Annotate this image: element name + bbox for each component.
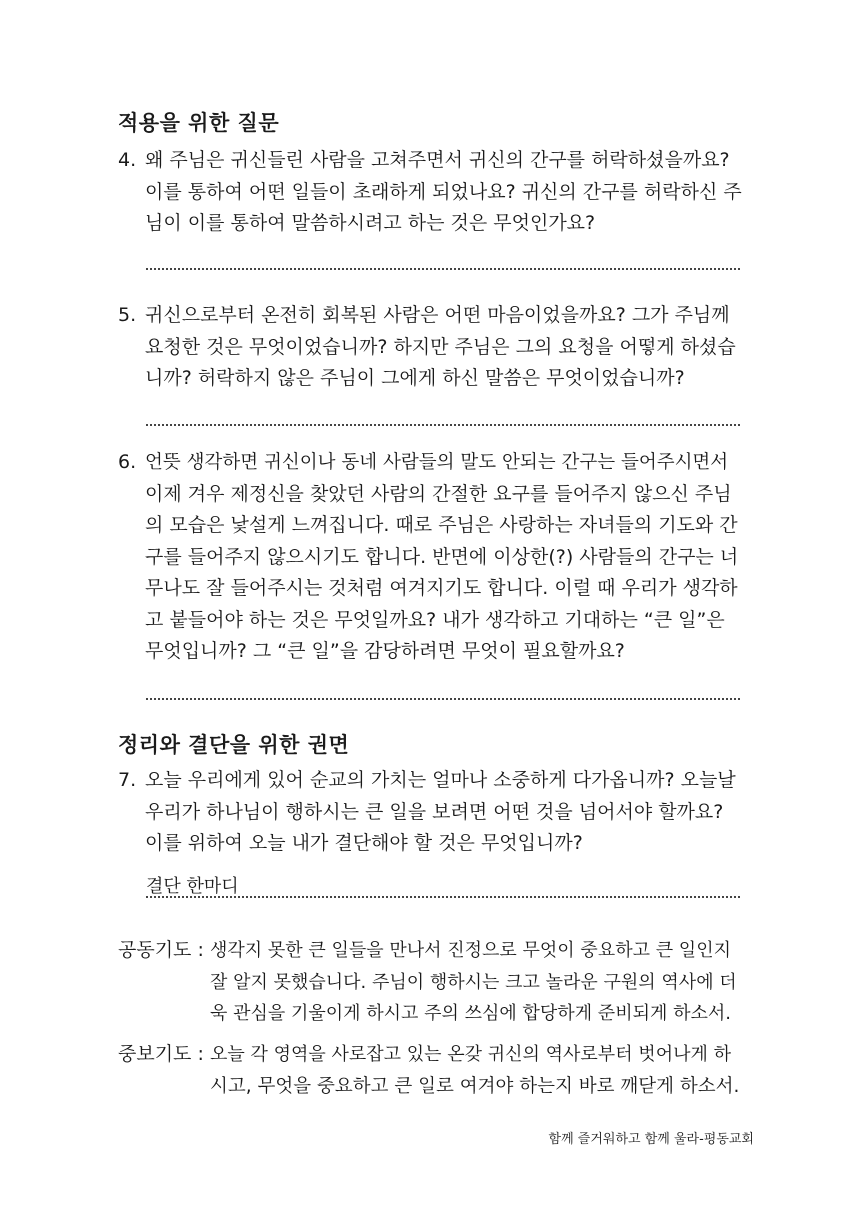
question-line: 귀신으로부터 온전히 회복된 사람은 어떤 마음이었을까요? 그가 주님께 (145, 304, 730, 326)
prayer-label: 중보기도 : (118, 1043, 204, 1065)
prayer-line: 생각지 못한 큰 일들을 만나서 진정으로 무엇이 중요하고 큰 일인지 (210, 940, 731, 961)
prayer-label: 공동기도 : (118, 939, 204, 961)
question-line: 님이 이를 통하여 말씀하시려고 하는 것은 무엇인가요? (145, 212, 596, 234)
decision-label: 결단 한마디 (146, 876, 239, 897)
question-number: 7. (118, 769, 137, 791)
question-line: 무나도 잘 들어주시는 것처럼 여겨지기도 합니다. 이럴 때 우리가 생각하 (145, 577, 738, 599)
section-heading-resolution: 정리와 결단을 위한 권면 (118, 733, 350, 757)
question-line: 구를 들어주지 않으시기도 합니다. 반면에 이상한(?) 사람들의 간구는 너 (145, 545, 739, 568)
prayer-line: 욱 관심을 기울이게 하시고 주의 쓰심에 합당하게 준비되게 하소서. (210, 1003, 731, 1024)
page-footer: 함께 즐거워하고 함께 울라-평동교회 (548, 1132, 754, 1147)
question-number: 4. (118, 149, 137, 171)
answer-line (146, 424, 740, 426)
prayer-line: 오늘 각 영역을 사로잡고 있는 온갖 귀신의 역사로부터 벗어나게 하 (210, 1044, 731, 1065)
question-line: 이제 겨우 제정신을 찾았던 사람의 간절한 요구를 들어주지 않으신 주님 (145, 482, 732, 505)
question-line: 의 모습은 낯설게 느껴집니다. 때로 주님은 사랑하는 자녀들의 기도와 간 (145, 514, 738, 536)
question-line: 이를 통하여 어떤 일들이 초래하게 되었나요? 귀신의 간구를 허락하신 주 (145, 180, 742, 203)
answer-line (146, 896, 740, 898)
question-number: 6. (118, 451, 137, 473)
prayer-line: 잘 알지 못했습니다. 주님이 행하시는 크고 놀라운 구원의 역사에 더 (210, 971, 737, 993)
prayer-line: 시고, 무엇을 중요하고 큰 일로 여겨야 하는지 바로 깨닫게 하소서. (210, 1075, 740, 1097)
question-line: 이를 위하여 오늘 내가 결단해야 할 것은 무엇입니까? (145, 832, 583, 854)
question-line: 오늘 우리에게 있어 순교의 가치는 얼마나 소중하게 다가옵니까? 오늘날 (145, 769, 736, 791)
intercessory-prayer (118, 1039, 742, 1102)
question-6 (118, 447, 742, 668)
common-prayer (118, 935, 742, 1030)
question-line: 언뜻 생각하면 귀신이나 동네 사람들의 말도 안되는 간구는 들어주시면서 (145, 452, 729, 473)
section-heading-application: 적용을 위한 질문 (118, 111, 280, 135)
answer-line (146, 698, 740, 700)
question-5 (118, 300, 742, 395)
question-line: 요청한 것은 무엇이었습니까? 하지만 주님은 그의 요청을 어떻게 하셨습 (145, 335, 736, 358)
question-line: 우리가 하나님이 행하시는 큰 일을 보려면 어떤 것을 넘어서야 할까요? (145, 800, 724, 823)
question-7 (118, 765, 742, 860)
question-line: 왜 주님은 귀신들린 사람을 고쳐주면서 귀신의 간구를 허락하셨을까요? (145, 149, 730, 171)
question-4 (118, 145, 742, 240)
question-number: 5. (118, 304, 137, 326)
question-line: 고 붙들어야 하는 것은 무엇일까요? 내가 생각하고 기대하는 “큰 일”은 (145, 608, 725, 631)
question-line: 무엇입니까? 그 “큰 일”을 감당하려면 무엇이 필요할까요? (145, 640, 625, 662)
question-line: 니까? 허락하지 않은 주님이 그에게 하신 말씀은 무엇이었습니까? (145, 367, 685, 389)
answer-line (146, 268, 740, 270)
